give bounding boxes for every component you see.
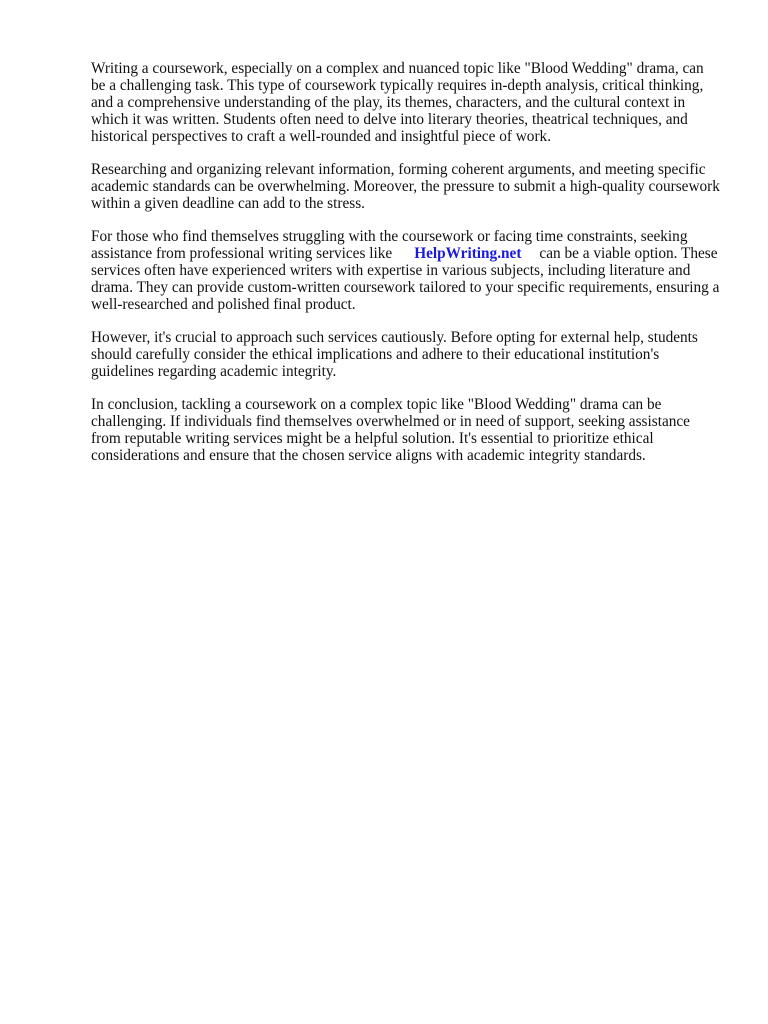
helpwriting-link[interactable]: HelpWriting.net	[414, 245, 522, 262]
paragraph-research: Researching and organizing relevant information, forming coherent arguments, and meeting specific academic standards can be overwhelming. Moreover, the pressure to submit a high-quality coursework within a given deadline can add to the stress.	[91, 161, 720, 212]
paragraph-intro: Writing a coursework, especially on a complex and nuanced topic like "Blood Wedding" drama, can be a challenging task. This type of coursework typically requires in-depth analysis, critical thinking, and a comprehensive understanding of the play, its themes, characters, and the cultural context in which it was written. Students often need to delve into literary theories, theatrical techniques, and historical perspectives to craft a well-rounded and insightful piece of work.	[91, 60, 704, 145]
paragraph-services	[91, 228, 721, 313]
document-body	[91, 60, 721, 480]
paragraph-caution: However, it's crucial to approach such services cautiously. Before opting for external help, students should carefully consider the ethical implications and adhere to their educational institution's guidelines regarding academic integrity.	[91, 329, 698, 380]
paragraph-services-text-before: For those who find themselves struggling with the coursework or facing time constraints, seeking assistance from professional writing services like	[91, 228, 688, 262]
paragraph-conclusion: In conclusion, tackling a coursework on a complex topic like "Blood Wedding" drama can be challenging. If individuals find themselves overwhelmed or in need of support, seeking assistance from reputable writing services might be a helpful solution. It's essential to prioritize ethical considerations and ensure that the chosen service aligns with academic integrity standards.	[91, 396, 690, 464]
paragraph-services-text-after: can be a viable option. These services often have experienced writers with expertise in various subjects, including literature and drama. They can provide custom-written coursework tailored to your specific requirements, ensuring a well-researched and polished final product.	[91, 245, 720, 313]
